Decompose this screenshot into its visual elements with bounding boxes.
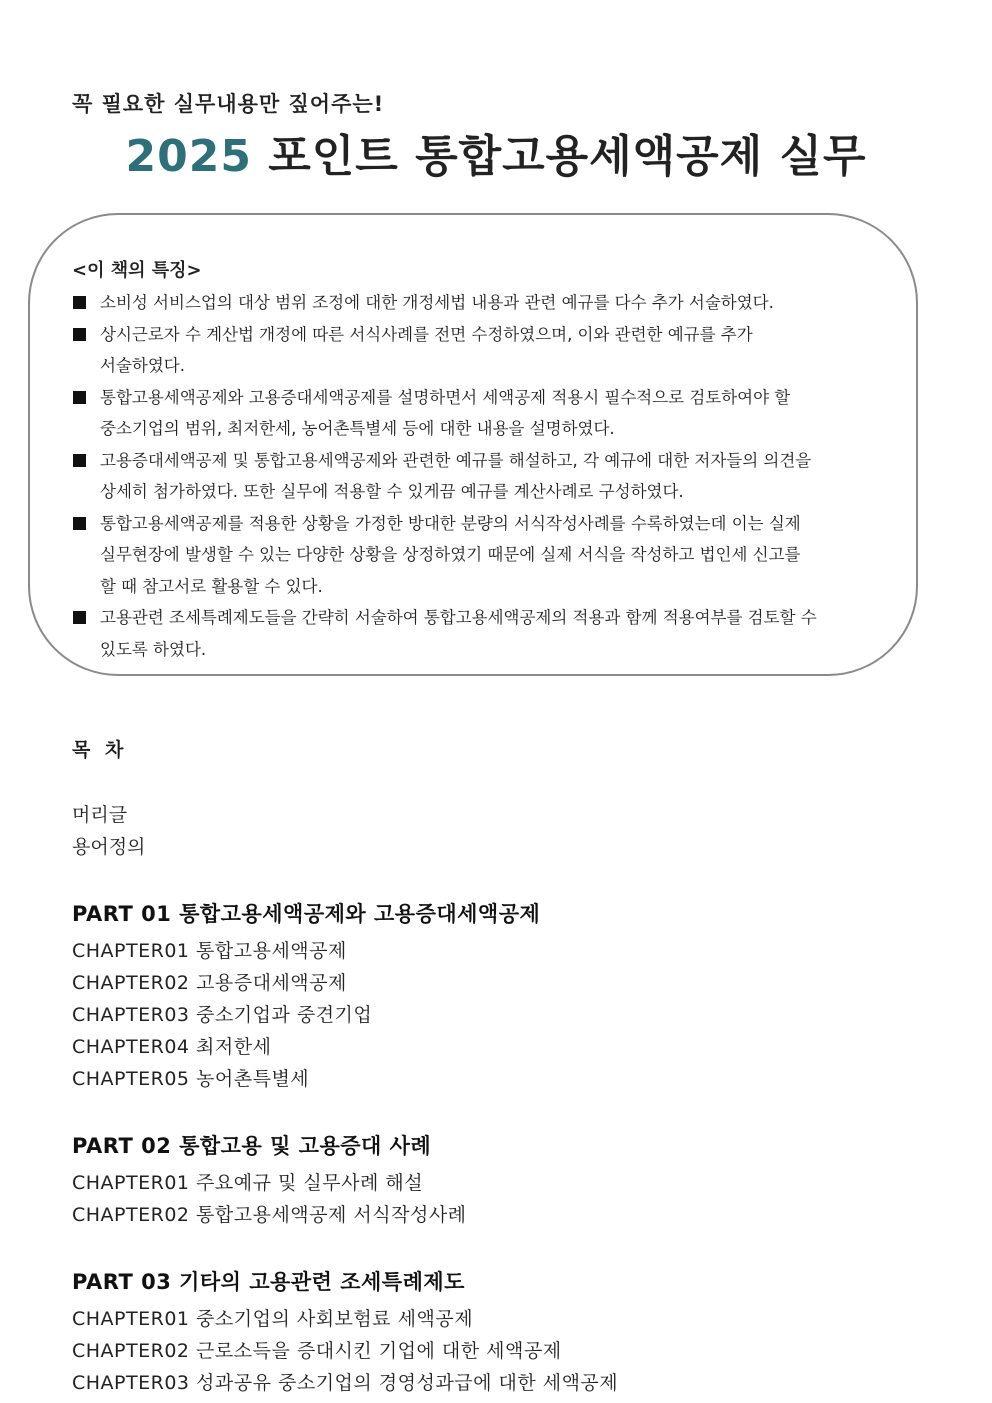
feature-text: 고용관련 조세특례제도들을 간략히 서술하여 통합고용세액공제의 적용과 함께 적용여부를 검토할 수 있도록 하였다. — [100, 608, 817, 659]
toc-chapter: CHAPTER03 중소기업과 중견기업 — [72, 1004, 373, 1026]
square-bullet-icon — [73, 454, 86, 467]
toc-front-item: 용어정의 — [72, 836, 146, 858]
toc-chapter: CHAPTER01 통합고용세액공제 — [72, 940, 347, 962]
title-text: 포인트 통합고용세액공제 실무 — [251, 131, 867, 182]
square-bullet-icon — [73, 391, 86, 404]
feature-item — [72, 508, 912, 603]
feature-text: 상시근로자 수 계산법 개정에 따른 서식사례를 전면 수정하였으며, 이와 관련한 예규를 추가 서술하였다. — [100, 324, 753, 375]
feature-text: 고용증대세액공제 및 통합고용세액공제와 관련한 예규를 해설하고, 각 예규에 대한 저자들의 의견을 상세히 첨가하였다. 또한 실무에 적용할 수 있게끔 예규를 계산사례로 구성하였다. — [100, 450, 812, 501]
feature-text: 소비성 서비스업의 대상 범위 조정에 대한 개정세법 내용과 관련 예규를 다수 추가 서술하였다. — [100, 293, 774, 312]
feature-text: 통합고용세액공제를 적용한 상황을 가정한 방대한 분량의 서식작성사례를 수록하였는데 이는 실제 실무현장에 발생할 수 있는 다양한 상황을 상정하였기 때문에 실제 서식을 작성하고 법인세 신고를 할 때 참고서로 활용할 수 있다. — [100, 513, 801, 596]
book-title — [0, 120, 992, 184]
square-bullet-icon — [73, 517, 86, 530]
feature-item — [72, 319, 912, 382]
toc-front-item: 머리글 — [72, 804, 128, 826]
feature-item — [72, 287, 912, 319]
toc-chapter: CHAPTER04 최저한세 — [72, 1036, 272, 1058]
feature-item — [72, 382, 912, 445]
features-heading: <이 책의 특징> — [72, 260, 202, 281]
feature-item — [72, 602, 912, 665]
toc-chapter: CHAPTER02 고용증대세액공제 — [72, 972, 347, 994]
toc-chapter: CHAPTER02 근로소득을 증대시킨 기업에 대한 세액공제 — [72, 1340, 562, 1362]
feature-item — [72, 445, 912, 508]
toc-chapter: CHAPTER03 성과공유 중소기업의 경영성과급에 대한 세액공제 — [72, 1372, 619, 1394]
book-subtitle: 꼭 필요한 실무내용만 짚어주는! — [72, 92, 385, 116]
features-list — [72, 287, 912, 665]
toc-chapter: CHAPTER01 중소기업의 사회보험료 세액공제 — [72, 1308, 474, 1330]
feature-text: 통합고용세액공제와 고용증대세액공제를 설명하면서 세액공제 적용시 필수적으로 검토하여야 할 중소기업의 범위, 최저한세, 농어촌특별세 등에 대한 내용을 설명하였다. — [100, 387, 791, 438]
toc-chapter: CHAPTER05 농어촌특별세 — [72, 1068, 310, 1090]
toc-heading: 목 차 — [72, 739, 128, 761]
toc-part-title: PART 01 통합고용세액공제와 고용증대세액공제 — [72, 902, 541, 926]
title-year: 2025 — [125, 131, 252, 182]
square-bullet-icon — [73, 328, 86, 341]
toc-part-title: PART 02 통합고용 및 고용증대 사례 — [72, 1134, 432, 1158]
toc-chapter: CHAPTER02 통합고용세액공제 서식작성사례 — [72, 1204, 467, 1226]
square-bullet-icon — [73, 296, 86, 309]
toc-chapter: CHAPTER01 주요예규 및 실무사례 해설 — [72, 1172, 424, 1194]
square-bullet-icon — [73, 611, 86, 624]
toc-part-title: PART 03 기타의 고용관련 조세특례제도 — [72, 1270, 465, 1294]
